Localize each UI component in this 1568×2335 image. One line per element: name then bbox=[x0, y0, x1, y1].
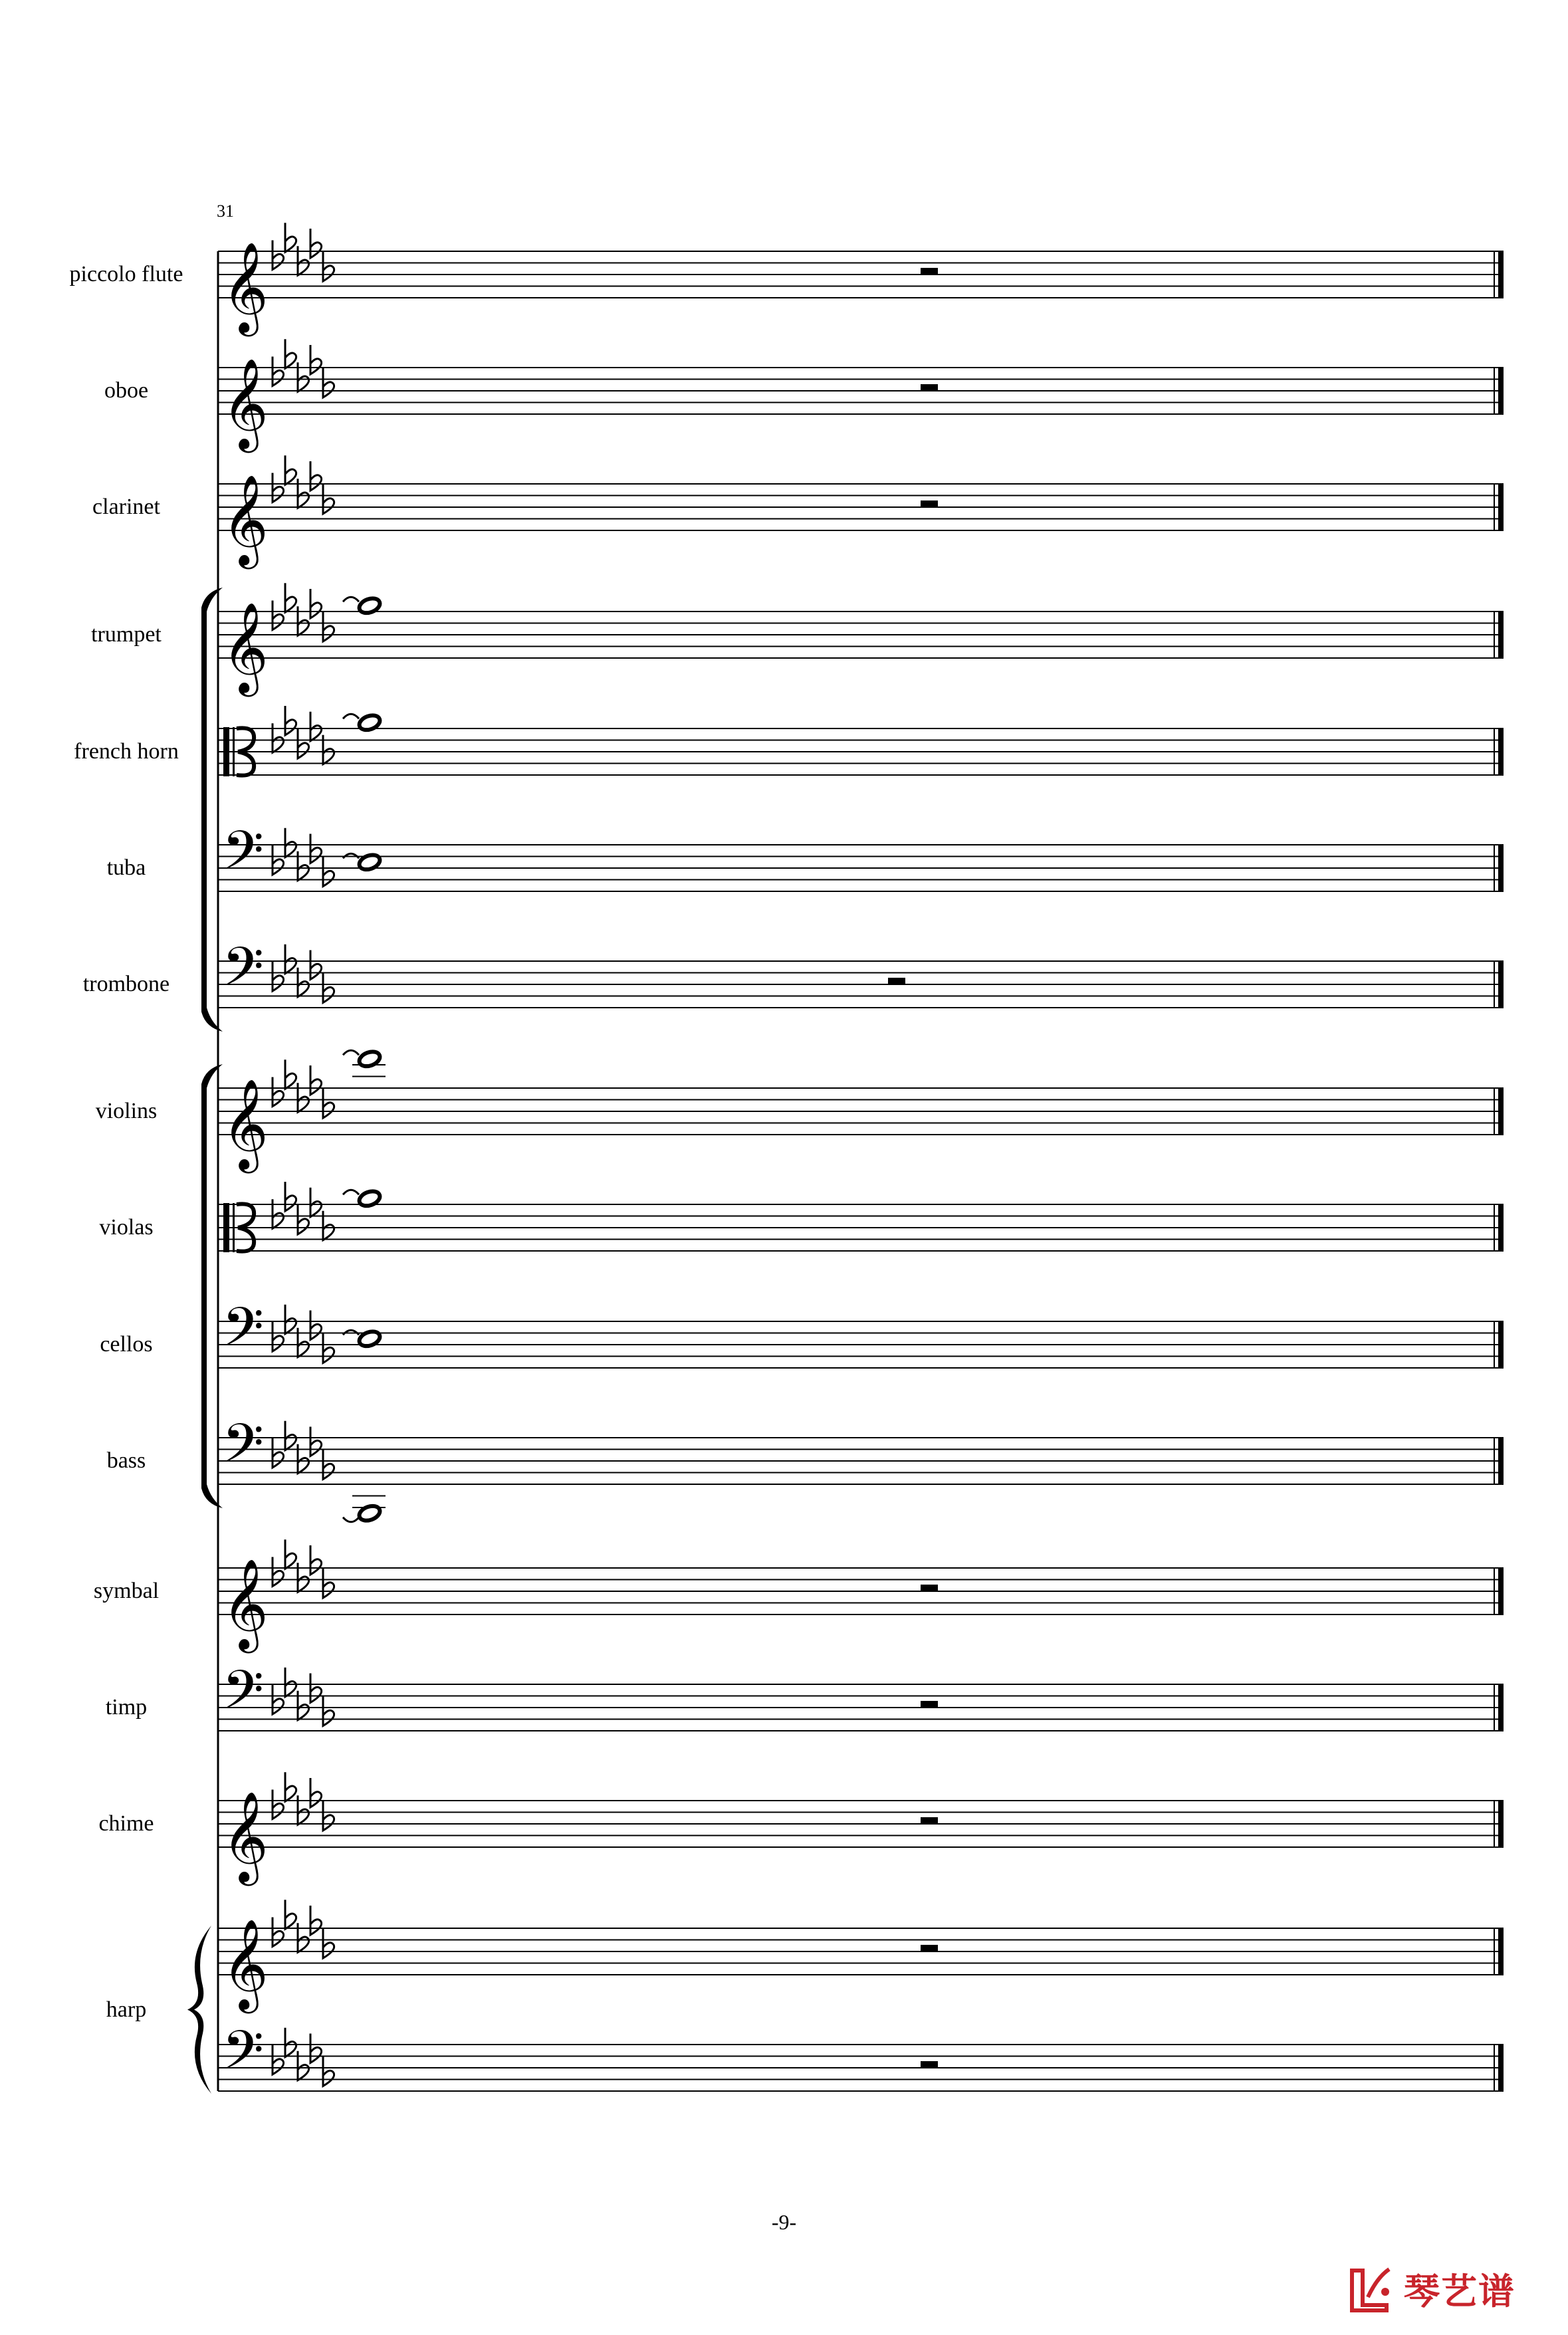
tie-violins bbox=[343, 1050, 359, 1055]
flat-harp-upper-4 bbox=[310, 1906, 322, 1935]
flat-trumpet-3 bbox=[298, 606, 309, 635]
flat-chime-2 bbox=[285, 1772, 296, 1801]
instrument-label-timp: timp bbox=[105, 1695, 148, 1720]
strings-bracket-top-hook bbox=[201, 1064, 223, 1088]
flat-cellos-4 bbox=[310, 1311, 322, 1340]
measure-number: 31 bbox=[217, 201, 234, 221]
flat-violas-2 bbox=[285, 1182, 296, 1211]
treble-clef-chime: 𝄞 bbox=[222, 1790, 269, 1882]
flat-piccolo-1 bbox=[273, 241, 284, 270]
flat-violins-3 bbox=[298, 1083, 309, 1112]
flat-clarinet-4 bbox=[310, 461, 322, 491]
tie-bass bbox=[343, 1517, 359, 1522]
flat-piccolo-3 bbox=[298, 246, 309, 275]
thick-barline-clarinet bbox=[1498, 484, 1504, 530]
flat-trombone-3 bbox=[298, 968, 309, 997]
treble-clef-clarinet: 𝄞 bbox=[222, 473, 269, 565]
flat-symbal-5 bbox=[323, 1569, 334, 1598]
flat-frenchhorn-1 bbox=[273, 723, 284, 752]
thick-barline-chime bbox=[1498, 1801, 1504, 1847]
flat-symbal-1 bbox=[273, 1557, 284, 1587]
flat-tuba-4 bbox=[310, 834, 322, 863]
flat-trombone-5 bbox=[323, 974, 334, 1003]
flat-oboe-3 bbox=[298, 362, 309, 391]
flat-harp-lower-5 bbox=[323, 2057, 334, 2086]
thick-barline-bass bbox=[1498, 1438, 1504, 1484]
brand-logo[interactable] bbox=[1348, 2263, 1515, 2314]
flat-violins-4 bbox=[310, 1065, 322, 1095]
whole-rest-harp-lower bbox=[921, 2061, 938, 2068]
thick-barline-frenchhorn bbox=[1498, 728, 1504, 775]
whole-rest-clarinet bbox=[921, 500, 938, 507]
whole-note-bass bbox=[358, 1503, 382, 1523]
tie-violas bbox=[343, 1190, 359, 1194]
treble-clef-piccolo: 𝄞 bbox=[222, 241, 269, 332]
thick-barline-tuba bbox=[1498, 845, 1504, 891]
flat-frenchhorn-2 bbox=[285, 706, 296, 735]
instrument-label-clarinet: clarinet bbox=[92, 495, 160, 519]
whole-note-tuba bbox=[358, 852, 382, 872]
page-number: -9- bbox=[771, 2210, 797, 2234]
treble-clef-violins: 𝄞 bbox=[222, 1077, 269, 1169]
flat-symbal-4 bbox=[310, 1545, 322, 1575]
flat-timp-1 bbox=[273, 1685, 284, 1714]
flat-harp-lower-4 bbox=[310, 2034, 322, 2063]
whole-note-violins bbox=[358, 1049, 382, 1069]
flat-bass-3 bbox=[298, 1444, 309, 1474]
whole-rest-piccolo bbox=[921, 268, 938, 275]
instrument-label-bass: bass bbox=[106, 1448, 146, 1473]
bass-clef-tuba: 𝄢 bbox=[222, 820, 265, 895]
instrument-label-symbal: symbal bbox=[93, 1579, 160, 1603]
thick-barline-violas bbox=[1498, 1204, 1504, 1251]
flat-piccolo-2 bbox=[285, 223, 296, 252]
whole-note-violas bbox=[358, 1188, 382, 1208]
thick-barline-trombone bbox=[1498, 961, 1504, 1008]
flat-trumpet-1 bbox=[273, 601, 284, 630]
flat-timp-2 bbox=[285, 1668, 296, 1697]
thick-barline-trumpet bbox=[1498, 612, 1504, 658]
flat-chime-5 bbox=[323, 1801, 334, 1831]
thick-barline-timp bbox=[1498, 1684, 1504, 1731]
flat-violins-5 bbox=[323, 1089, 334, 1118]
whole-rest-chime bbox=[921, 1817, 938, 1824]
instrument-label-harp-upper: harp bbox=[106, 1997, 147, 2022]
flat-tuba-1 bbox=[273, 845, 284, 875]
brass-bracket-bar bbox=[201, 608, 207, 1012]
flat-cellos-3 bbox=[298, 1328, 309, 1357]
whole-rest-harp-upper bbox=[921, 1945, 938, 1951]
whole-note-frenchhorn bbox=[358, 713, 382, 732]
strings-bracket-bottom-hook bbox=[201, 1484, 223, 1508]
instrument-label-violins: violins bbox=[95, 1099, 158, 1123]
treble-clef-symbal: 𝄞 bbox=[222, 1557, 269, 1649]
flat-tuba-3 bbox=[298, 851, 309, 881]
treble-clef-harp-upper: 𝄞 bbox=[222, 1918, 269, 2009]
tie-trumpet bbox=[343, 597, 359, 602]
thick-barline-symbal bbox=[1498, 1568, 1504, 1614]
strings-bracket-bar bbox=[201, 1084, 207, 1488]
flat-chime-4 bbox=[310, 1778, 322, 1807]
bass-clef-trombone: 𝄢 bbox=[222, 936, 265, 1012]
flat-clarinet-5 bbox=[323, 485, 334, 514]
flat-harp-lower-3 bbox=[298, 2051, 309, 2080]
flat-violins-2 bbox=[285, 1059, 296, 1089]
flat-clarinet-1 bbox=[273, 473, 284, 502]
flat-cellos-1 bbox=[273, 1322, 284, 1351]
flat-violas-3 bbox=[298, 1205, 309, 1234]
flat-bass-5 bbox=[323, 1450, 334, 1480]
thick-barline-harp-upper bbox=[1498, 1928, 1504, 1975]
flat-bass-1 bbox=[273, 1438, 284, 1468]
instrument-label-chime: chime bbox=[98, 1811, 154, 1836]
flat-frenchhorn-5 bbox=[323, 735, 334, 764]
whole-rest-trombone bbox=[888, 978, 905, 984]
flat-cellos-5 bbox=[323, 1334, 334, 1363]
treble-clef-trumpet: 𝄞 bbox=[222, 601, 269, 693]
flat-oboe-1 bbox=[273, 357, 284, 386]
thick-barline-violins bbox=[1498, 1088, 1504, 1135]
brass-bracket-top-hook bbox=[201, 588, 223, 612]
flat-piccolo-5 bbox=[323, 252, 334, 281]
flat-tuba-5 bbox=[323, 857, 334, 887]
flat-frenchhorn-4 bbox=[310, 712, 322, 741]
flat-clarinet-2 bbox=[285, 455, 296, 485]
whole-rest-symbal bbox=[921, 1585, 938, 1591]
flat-piccolo-4 bbox=[310, 229, 322, 258]
flat-harp-upper-2 bbox=[285, 1900, 296, 1929]
flat-violas-4 bbox=[310, 1188, 322, 1217]
flat-oboe-5 bbox=[323, 368, 334, 397]
brand-text: 琴艺谱 bbox=[1404, 2271, 1515, 2312]
flat-chime-1 bbox=[273, 1790, 284, 1819]
flat-timp-4 bbox=[310, 1674, 322, 1703]
tie-frenchhorn bbox=[343, 714, 359, 719]
flat-violins-1 bbox=[273, 1077, 284, 1107]
instrument-label-trombone: trombone bbox=[82, 972, 170, 996]
whole-note-cellos bbox=[358, 1329, 382, 1349]
flat-cellos-2 bbox=[285, 1305, 296, 1334]
flat-bass-2 bbox=[285, 1421, 296, 1450]
flat-trombone-2 bbox=[285, 945, 296, 974]
brass-bracket-bottom-hook bbox=[201, 1008, 223, 1032]
flat-chime-3 bbox=[298, 1795, 309, 1825]
flat-violas-1 bbox=[273, 1199, 284, 1228]
instrument-label-trumpet: trumpet bbox=[91, 622, 162, 647]
flat-oboe-4 bbox=[310, 345, 322, 374]
bass-clef-bass: 𝄢 bbox=[222, 1412, 265, 1488]
instrument-label-tuba: tuba bbox=[106, 855, 146, 880]
flat-violas-5 bbox=[323, 1211, 334, 1240]
bass-clef-cellos: 𝄢 bbox=[222, 1296, 265, 1372]
thick-barline-harp-lower bbox=[1498, 2045, 1504, 2091]
thick-barline-cellos bbox=[1498, 1321, 1504, 1368]
flat-harp-upper-1 bbox=[273, 1918, 284, 1947]
flat-harp-lower-1 bbox=[273, 2045, 284, 2074]
whole-note-trumpet bbox=[358, 596, 382, 615]
flat-trumpet-5 bbox=[323, 612, 334, 641]
bass-clef-harp-lower: 𝄢 bbox=[222, 2019, 265, 2095]
flat-harp-lower-2 bbox=[285, 2028, 296, 2057]
flat-harp-upper-3 bbox=[298, 1923, 309, 1952]
instrument-label-cellos: cellos bbox=[100, 1332, 153, 1357]
flat-bass-4 bbox=[310, 1427, 322, 1456]
flat-trombone-1 bbox=[273, 962, 284, 991]
instrument-label-frenchhorn: french horn bbox=[74, 739, 179, 764]
thick-barline-piccolo bbox=[1498, 251, 1504, 298]
flat-frenchhorn-3 bbox=[298, 729, 309, 758]
whole-rest-oboe bbox=[921, 384, 938, 391]
flat-trumpet-2 bbox=[285, 583, 296, 612]
instrument-label-piccolo: piccolo flute bbox=[69, 262, 183, 286]
treble-clef-oboe: 𝄞 bbox=[222, 357, 269, 449]
flat-symbal-2 bbox=[285, 1539, 296, 1569]
flat-trumpet-4 bbox=[310, 589, 322, 618]
bass-clef-timp: 𝄢 bbox=[222, 1659, 265, 1735]
flat-timp-3 bbox=[298, 1691, 309, 1720]
thick-barline-oboe bbox=[1498, 368, 1504, 414]
flat-clarinet-3 bbox=[298, 479, 309, 508]
whole-rest-timp bbox=[921, 1701, 938, 1708]
flat-tuba-2 bbox=[285, 828, 296, 857]
flat-oboe-2 bbox=[285, 339, 296, 368]
music-note-logo-icon bbox=[1348, 2264, 1399, 2314]
flat-symbal-3 bbox=[298, 1563, 309, 1592]
flat-timp-5 bbox=[323, 1697, 334, 1726]
instrument-label-violas: violas bbox=[99, 1215, 154, 1240]
flat-trombone-4 bbox=[310, 950, 322, 980]
instrument-label-oboe: oboe bbox=[104, 378, 149, 403]
flat-harp-upper-5 bbox=[323, 1929, 334, 1958]
